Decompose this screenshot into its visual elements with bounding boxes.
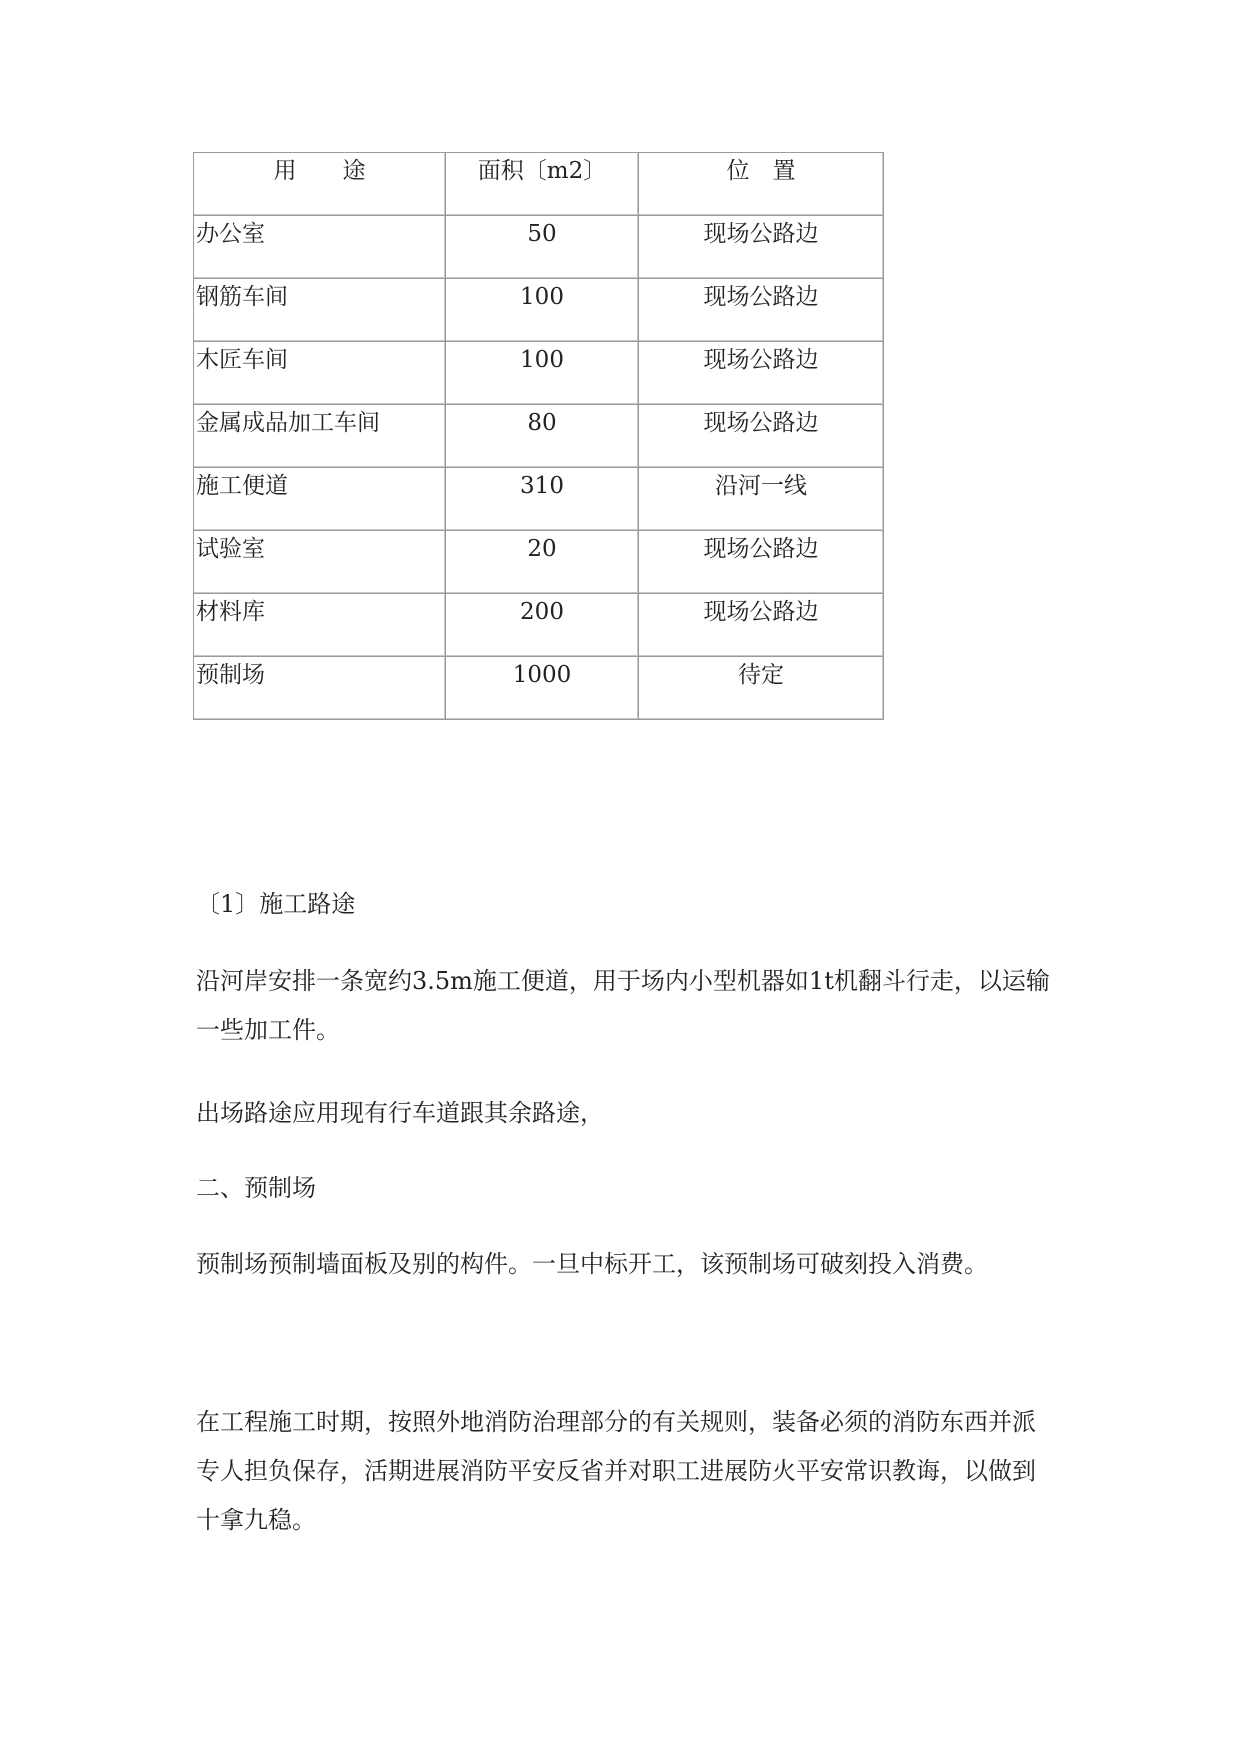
cell-area: 50 <box>446 216 639 279</box>
cell-usage: 施工便道 <box>194 468 446 531</box>
section2-heading: 二、预制场 <box>196 1174 316 1202</box>
cell-area: 310 <box>446 468 639 531</box>
section1-paragraph-2: 出场路途应用现有行车道跟其余路途， <box>196 1099 604 1127</box>
cell-usage: 材料库 <box>194 594 446 657</box>
table-row <box>194 216 884 279</box>
cell-area: 100 <box>446 279 639 342</box>
cell-location: 沿河一线 <box>639 468 884 531</box>
cell-location: 现场公路边 <box>639 531 884 594</box>
cell-area: 80 <box>446 405 639 468</box>
cell-location: 现场公路边 <box>639 405 884 468</box>
table-row <box>194 657 884 720</box>
cell-location: 现场公路边 <box>639 594 884 657</box>
cell-usage: 预制场 <box>194 657 446 720</box>
cell-usage: 金属成品加工车间 <box>194 405 446 468</box>
cell-area: 200 <box>446 594 639 657</box>
cell-area: 1000 <box>446 657 639 720</box>
cell-location: 现场公路边 <box>639 279 884 342</box>
cell-location: 现场公路边 <box>639 342 884 405</box>
cell-usage: 办公室 <box>194 216 446 279</box>
facility-table <box>193 152 884 720</box>
section2-paragraph-1: 预制场预制墙面板及别的构件。一旦中标开工，该预制场可破刻投入消费。 <box>196 1250 988 1278</box>
table-header-row <box>194 153 884 216</box>
table-row <box>194 531 884 594</box>
cell-usage: 钢筋车间 <box>194 279 446 342</box>
header-usage: 用 途 <box>194 153 446 216</box>
table-row <box>194 594 884 657</box>
cell-area: 20 <box>446 531 639 594</box>
header-location: 位 置 <box>639 153 884 216</box>
table-row <box>194 342 884 405</box>
cell-location: 现场公路边 <box>639 216 884 279</box>
section1-heading: 〔1〕施工路途 <box>196 890 356 918</box>
table-row <box>194 279 884 342</box>
cell-area: 100 <box>446 342 639 405</box>
cell-usage: 试验室 <box>194 531 446 594</box>
header-area: 面积〔m2〕 <box>446 153 639 216</box>
table-row <box>194 468 884 531</box>
section1-paragraph-1: 沿河岸安排一条宽约3.5m施工便道，用于场内小型机器如1t机翻斗行走，以运输一些加工件。 <box>196 967 1050 1044</box>
table-row <box>194 405 884 468</box>
cell-location: 待定 <box>639 657 884 720</box>
fire-safety-paragraph: 在工程施工时期，按照外地消防治理部分的有关规则，装备必须的消防东西并派专人担负保存，活期进展消防平安反省并对职工进展防火平安常识教诲，以做到十拿九稳。 <box>196 1408 1036 1534</box>
cell-usage: 木匠车间 <box>194 342 446 405</box>
